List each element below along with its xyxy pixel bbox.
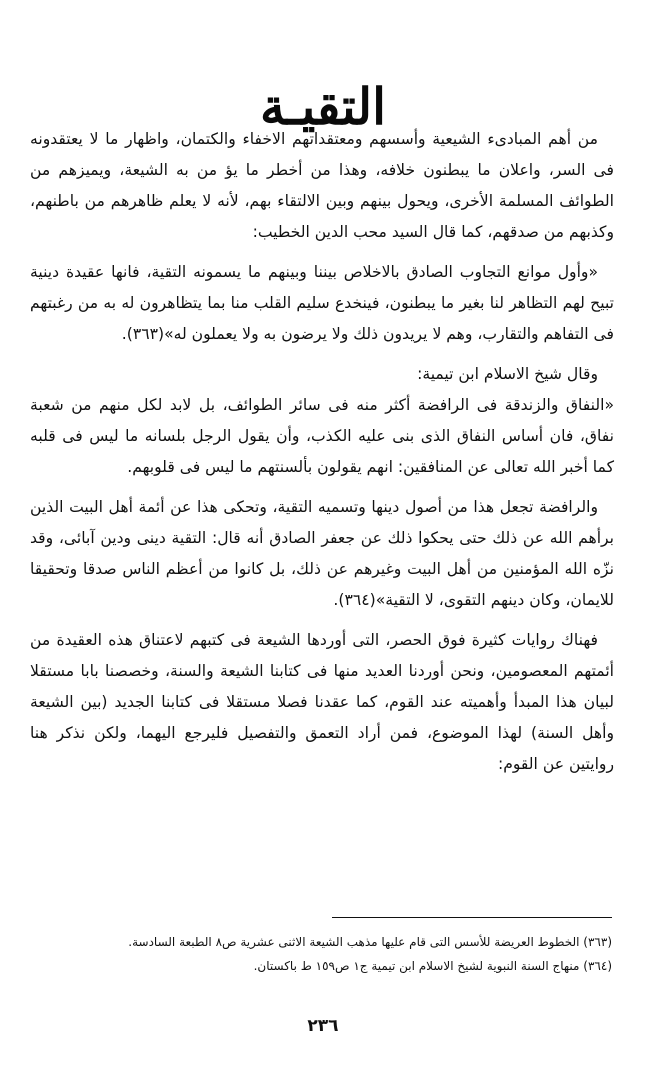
body-text [30,124,614,789]
footnote-363: (٣٦٣) الخطوط العريضة للأسس التى قام عليها مذهب الشيعة الاثنى عشرية ص٨ الطبعة السادسة. [128,935,612,949]
footnote-364: (٣٦٤) منهاج السنة النبوية لشيخ الاسلام ابن تيمية ج١ ص١٥٩ ط باكستان. [253,959,612,973]
paragraph-rafida-taqiyya: والرافضة تجعل هذا من أصول دينها وتسميه التقية، وتحكى هذا عن أئمة أهل البيت الذين برأهم الله عن ذلك حتى يحكوا ذلك عن جعفر الصادق أنه قال: التقية دينى ودين آبائى، وقد نزّه الله المؤمنين من أهل البيت وغيرهم عن ذلك، بل كانوا من أعظم الناس صدقا وتحقيقا للايمان، وكان دينهم التقوى، لا التقية»(٣٦٤). [30,498,614,609]
page-number: ٢٣٦ [307,1016,339,1036]
paragraph-intro: من أهم المبادىء الشيعية وأسسهم ومعتقداتهم الاخفاء والكتمان، واظهار ما لا يعتقدونه فى السر، واعلان ما يبطنون خلافه، وهذا من أخطر ما يؤ من به الشيعة، ويميزهم من الطوائف المسلمة الأخرى، ويحول بينهم وبين الالتقاء بهم، لأنه لا يعلم ظاهرهم من باطنهم، وكذبهم من صدقهم، كما قال السيد محب الدين الخطيب: [30,130,614,241]
footnotes [32,930,612,978]
paragraph-quote-ibn-taymiyya: «النفاق والزندقة فى الرافضة أكثر منه فى سائر الطوائف، بل لابد لكل منهم من شعبة نفاق، فان أساس النفاق الذى بنى عليه الكذب، وأن يقول الرجل بلسانه ما ليس فى قلبه كما أخبر الله تعالى عن المنافقين: انهم يقولون بألسنتهم ما ليس فى قلوبهم. [30,396,614,476]
paragraph-narrations: فهناك روايات كثيرة فوق الحصر، التى أوردها الشيعة فى كتبهم لاعتناق هذه العقيدة من أئمتهم المعصومين، ونحن أوردنا العديد منها فى كتابنا الشيعة والسنة، وخصصنا بابا مستقلا لبيان هذا المبدأ وأهميته عند القوم، كما عقدنا فصلا مستقلا فى كتابنا الجديد (بين الشيعة وأهل السنة) لهذا الموضوع، فمن أراد التعمق والتفصيل فليرجع اليهما، ولكن نذكر هنا روايتين عن القوم: [30,631,614,773]
paragraph-quote-khatib: «وأول موانع التجاوب الصادق بالاخلاص بيننا وبينهم ما يسمونه التقية، فانها عقيدة دينية تبيح لهم التظاهر لنا بغير ما يبطنون، فينخدع سليم القلب منا بما يتظاهرون له به من رغبتهم فى التفاهم والتقارب، وهم لا يريدون ذلك ولا يرضون به ولا يعملون له»(٣٦٣). [30,263,614,343]
page-title: التقيـة [259,76,387,136]
footnote-divider [332,917,612,918]
paragraph-ibn-taymiyya-intro: وقال شيخ الاسلام ابن تيمية: [417,365,598,383]
